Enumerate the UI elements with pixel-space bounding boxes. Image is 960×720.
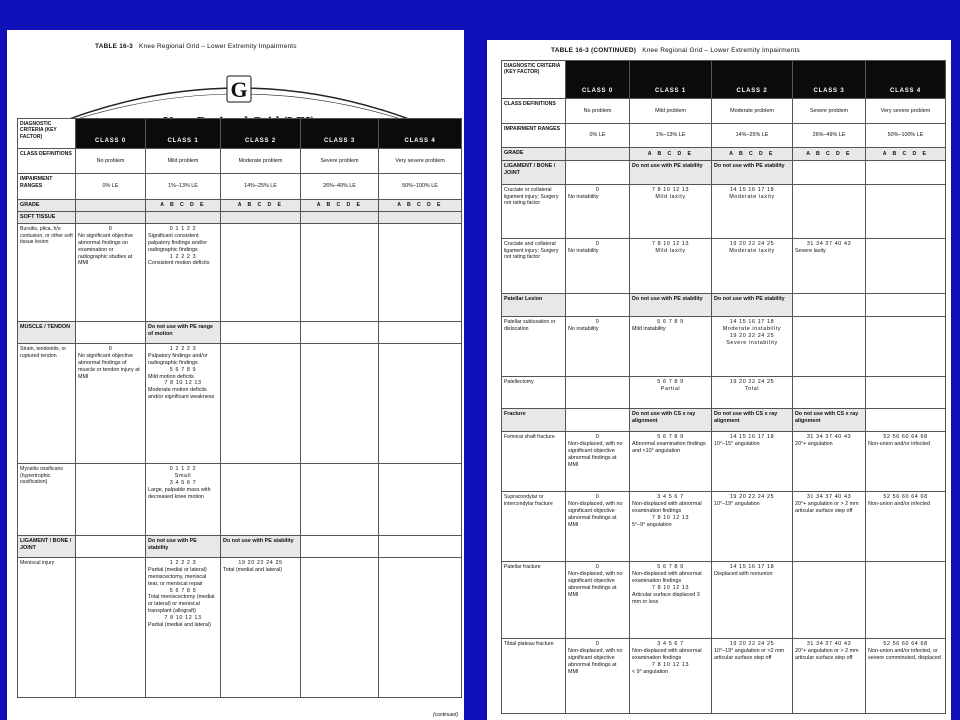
cell-text: Non-displaced, with no significant objective abnormal findings at MMI bbox=[568, 570, 623, 598]
grade-values: 7 8 10 12 13 bbox=[651, 661, 690, 668]
grade-values: 7 8 10 12 13 bbox=[651, 187, 690, 193]
row-label: Supracondylar or intercondylar fracture bbox=[502, 492, 566, 562]
row-label: GRADE bbox=[18, 200, 76, 212]
grade-values: 19 20 22 24 25 bbox=[729, 332, 775, 339]
knee-grid-continued-table bbox=[501, 60, 946, 714]
row-label: Tibial plateau fracture bbox=[502, 639, 566, 714]
table-cell bbox=[566, 148, 630, 161]
patellectomy-row bbox=[502, 377, 946, 409]
table-cell: No problem bbox=[566, 99, 630, 124]
grade-values: 19 20 22 24 25 bbox=[729, 494, 775, 500]
section-note: Do not use with PE stability bbox=[712, 161, 793, 185]
cell-text: 20°+ angulation or > 2 mm articular surface step off bbox=[795, 647, 859, 661]
muscle-tendon-section-row bbox=[18, 321, 462, 343]
grade-values: 0 bbox=[108, 345, 113, 352]
grade-values: 31 34 37 40 43 bbox=[806, 494, 852, 500]
row-label: Patellar subluxation or dislocation bbox=[502, 317, 566, 377]
grade-values: 0 1 1 2 2 bbox=[169, 465, 197, 472]
table-cell bbox=[76, 200, 146, 212]
grade-values: 0 bbox=[595, 564, 600, 570]
grade-values: 52 56 60 64 68 bbox=[883, 434, 928, 440]
cell-text: Moderate instability bbox=[722, 325, 782, 332]
class-4-header: CLASS 4 bbox=[379, 119, 462, 149]
cruciate-collateral-row bbox=[502, 185, 946, 239]
table-cell bbox=[793, 492, 866, 562]
cell-text: Mild laxity bbox=[655, 193, 686, 200]
table-number: TABLE 16-3 (CONTINUED) bbox=[551, 47, 637, 54]
class-0-header: CLASS 0 bbox=[76, 119, 146, 149]
table-cell bbox=[793, 639, 866, 714]
cell-text: 10°–19° angulation or <2 mm articular surface step off bbox=[714, 647, 785, 661]
cell-text: Mild motion deficits bbox=[148, 373, 194, 380]
section-note: Do not use with PE stability bbox=[712, 294, 793, 317]
impairment-ranges-row bbox=[502, 124, 946, 148]
row-label: Femoral shaft fracture bbox=[502, 432, 566, 492]
section-note: Do not use with CS x ray alignment bbox=[793, 409, 866, 432]
cell-text: Small bbox=[174, 472, 192, 479]
cell-text: Mild instability bbox=[632, 325, 666, 332]
grade-values: 14 15 16 17 18 bbox=[729, 564, 775, 570]
cruciate-and-collateral-row bbox=[502, 239, 946, 294]
grade-values: 1 2 2 2 3 bbox=[169, 559, 197, 566]
grade-values: 14 15 16 17 18 bbox=[729, 187, 775, 193]
row-label: GRADE bbox=[502, 148, 566, 161]
cell-text: 10°–19° angulation bbox=[714, 500, 760, 507]
table-cell bbox=[566, 432, 630, 492]
table-cell bbox=[630, 185, 712, 239]
row-label: Cruciate and collateral ligament injury; Surgery not rating factor bbox=[502, 239, 566, 294]
header-row bbox=[502, 61, 946, 99]
cell-text: Non-displaced with abnormal examination findings bbox=[632, 647, 702, 661]
cell-text: Partial (medial or lateral) meniscectomy, meniscal tear, or meniscal repair bbox=[148, 566, 207, 587]
table-cell: 1%–13% LE bbox=[630, 124, 712, 148]
cell-text: Large, palpable mass with decreased knee motion bbox=[148, 486, 211, 500]
table-cell: Moderate problem bbox=[221, 149, 301, 174]
section-label: LIGAMENT / BONE / JOINT bbox=[18, 535, 76, 557]
patellar-lesion-section-row bbox=[502, 294, 946, 317]
grade-values: 19 20 22 24 25 bbox=[238, 559, 283, 566]
class-2-header: CLASS 2 bbox=[712, 61, 793, 99]
section-label: LIGAMENT / BONE / JOINT bbox=[502, 161, 566, 185]
class-4-header: CLASS 4 bbox=[866, 61, 946, 99]
class-3-header: CLASS 3 bbox=[793, 61, 866, 99]
table-cell bbox=[146, 343, 221, 463]
table-cell bbox=[712, 562, 793, 639]
grade-values: 5 6 7 8 9 bbox=[657, 379, 684, 385]
cell-text: No instability bbox=[568, 247, 599, 254]
table-cell bbox=[146, 463, 221, 535]
grade-values: 1 2 2 2 3 bbox=[169, 345, 197, 352]
table-cell bbox=[630, 639, 712, 714]
grade-values: 0 bbox=[595, 319, 600, 325]
class-3-header: CLASS 3 bbox=[301, 119, 379, 149]
patellar-fracture-row bbox=[502, 562, 946, 639]
table-caption bbox=[95, 43, 297, 50]
table-cell bbox=[76, 343, 146, 463]
class-1-header: CLASS 1 bbox=[146, 119, 221, 149]
section-note: Do not use with PE stability bbox=[630, 294, 712, 317]
table-cell bbox=[712, 317, 793, 377]
table-cell: A B C D E bbox=[379, 200, 462, 212]
section-note: Do not use with CS x ray alignment bbox=[712, 409, 793, 432]
cell-text: < 9° angulation bbox=[632, 668, 669, 675]
table-cell: Very severe problem bbox=[379, 149, 462, 174]
cell-text: Significant consistent palpatory findings and/or radiographic findings bbox=[148, 232, 208, 253]
table-cell: 0% LE bbox=[76, 174, 146, 200]
grade-values: 0 bbox=[595, 241, 600, 247]
table-cell bbox=[793, 432, 866, 492]
row-label: Meniscal injury bbox=[18, 557, 76, 697]
table-cell bbox=[566, 562, 630, 639]
cell-text: 10°–15° angulation bbox=[714, 440, 760, 447]
cell-text: Palpatory findings and/or radiographic findings bbox=[148, 352, 208, 366]
table-cell bbox=[146, 557, 221, 697]
cell-text: Non-union and/or infected bbox=[868, 440, 931, 447]
cell-text: Consistent motion deficits bbox=[148, 260, 210, 267]
row-label: IMPAIRMENT RANGES bbox=[502, 124, 566, 148]
section-label: Fracture bbox=[502, 409, 566, 432]
table-cell bbox=[712, 432, 793, 492]
table-cell: Moderate problem bbox=[712, 99, 793, 124]
section-note: Do not use with PE stability bbox=[221, 535, 301, 557]
knee-grid-table bbox=[17, 118, 462, 698]
table-cell bbox=[566, 492, 630, 562]
myositis-row bbox=[18, 463, 462, 535]
section-label: SOFT TISSUE bbox=[18, 212, 76, 224]
supracondylar-row bbox=[502, 492, 946, 562]
table-caption bbox=[551, 47, 800, 54]
cell-text: Severe instability bbox=[726, 339, 778, 346]
table-cell: A B C D E bbox=[712, 148, 793, 161]
table-cell bbox=[630, 492, 712, 562]
table-cell bbox=[566, 317, 630, 377]
cell-text: Non-displaced, with no significant objective abnormal findings at MMI bbox=[568, 500, 623, 528]
table-cell: A B C D E bbox=[793, 148, 866, 161]
grade-values: 3 4 5 6 7 bbox=[169, 479, 197, 486]
grade-values: 0 1 1 2 2 bbox=[169, 225, 197, 232]
cell-text: Abnormal examination findings and <10° angulation bbox=[632, 440, 706, 454]
section-label: Patellar Lesion bbox=[502, 294, 566, 317]
bursitis-row bbox=[18, 223, 462, 321]
cell-text: Total bbox=[744, 385, 760, 392]
row-label: Myositis ossificans (hypertrophic ossification) bbox=[18, 463, 76, 535]
cell-text: Total meniscectomy (medial or lateral) or meniscal transplant (allograft) bbox=[148, 594, 215, 615]
table-cell: 26%–49% LE bbox=[793, 124, 866, 148]
table-cell: Severe problem bbox=[793, 99, 866, 124]
tibial-plateau-row bbox=[502, 639, 946, 714]
section-note: Do not use with PE range of motion bbox=[146, 321, 221, 343]
section-note: Do not use with PE stability bbox=[146, 535, 221, 557]
cell-text: Non-displaced with abnormal examination findings bbox=[632, 570, 702, 584]
grade-row bbox=[18, 200, 462, 212]
table-cell bbox=[630, 317, 712, 377]
grade-values: 52 56 60 64 68 bbox=[883, 641, 928, 647]
cell-text: Severe laxity bbox=[795, 247, 826, 254]
row-label: Cruciate or collateral ligament injury; Surgery not rating factor bbox=[502, 185, 566, 239]
patellar-subluxation-row bbox=[502, 317, 946, 377]
cell-text: 20°+ angulation or > 2 mm articular surface step off bbox=[795, 500, 859, 514]
row-label: CLASS DEFINITIONS bbox=[502, 99, 566, 124]
table-cell bbox=[566, 239, 630, 294]
row-label: Strain, tendonitis, or ruptured tendon bbox=[18, 343, 76, 463]
grade-values: 7 8 10 12 13 bbox=[651, 584, 690, 591]
grade-row bbox=[502, 148, 946, 161]
grade-values: 52 56 60 64 68 bbox=[883, 494, 928, 500]
table-cell bbox=[566, 639, 630, 714]
grade-values: 0 bbox=[595, 187, 600, 193]
table-cell: 1%–13% LE bbox=[146, 174, 221, 200]
grade-values: 14 15 16 17 18 bbox=[729, 434, 775, 440]
table-cell: A B C D E bbox=[866, 148, 946, 161]
table-cell: No problem bbox=[76, 149, 146, 174]
table-cell bbox=[221, 557, 301, 697]
grade-values: 7 8 10 12 13 bbox=[651, 241, 690, 247]
table-cell bbox=[712, 185, 793, 239]
femoral-shaft-row bbox=[502, 432, 946, 492]
row-label: CLASS DEFINITIONS bbox=[18, 149, 76, 174]
table-cell: Mild problem bbox=[630, 99, 712, 124]
grade-values: 31 34 37 40 43 bbox=[806, 434, 852, 440]
table-number: TABLE 16-3 bbox=[95, 43, 133, 50]
grade-values: 0 bbox=[595, 494, 600, 500]
cell-text: No significant objective abnormal findings on examination or radiographic studies at MMI bbox=[78, 232, 134, 267]
soft-tissue-section-row bbox=[18, 212, 462, 224]
left-page bbox=[7, 30, 464, 720]
table-cell: A B C D E bbox=[221, 200, 301, 212]
cell-text: Non-displaced, with no significant objective abnormal findings at MMI bbox=[568, 647, 623, 675]
grade-values: 5 6 7 8 9 bbox=[169, 366, 197, 373]
cell-text: Total (medial and lateral) bbox=[223, 566, 283, 573]
continued-note: (continued) bbox=[432, 712, 458, 718]
cell-text: No instability bbox=[568, 325, 599, 332]
table-cell: Very severe problem bbox=[866, 99, 946, 124]
section-note: Do not use with CS x ray alignment bbox=[630, 409, 712, 432]
row-label: IMPAIRMENT RANGES bbox=[18, 174, 76, 200]
right-page bbox=[487, 40, 951, 720]
cell-text: Non-displaced with abnormal examination findings bbox=[632, 500, 702, 514]
section-label: MUSCLE / TENDON bbox=[18, 321, 76, 343]
grade-values: 7 8 10 12 13 bbox=[651, 514, 690, 521]
row-label: Patellectomy bbox=[502, 377, 566, 409]
table-cell: 14%–25% LE bbox=[221, 174, 301, 200]
cell-text: Moderate laxity bbox=[729, 193, 775, 200]
cell-text: Partial bbox=[660, 385, 681, 392]
grade-values: 31 34 37 40 43 bbox=[806, 241, 852, 247]
class-2-header: CLASS 2 bbox=[221, 119, 301, 149]
meniscal-row bbox=[18, 557, 462, 697]
grade-values: 0 bbox=[108, 225, 113, 232]
table-cell bbox=[712, 239, 793, 294]
class-0-header: CLASS 0 bbox=[566, 61, 630, 99]
table-cell bbox=[866, 432, 946, 492]
grade-values: 5 6 7 8 9 bbox=[657, 564, 684, 570]
table-cell bbox=[566, 185, 630, 239]
table-cell bbox=[630, 239, 712, 294]
table-cell bbox=[712, 377, 793, 409]
cell-text: Moderate laxity bbox=[729, 247, 775, 254]
impairment-ranges-row bbox=[18, 174, 462, 200]
cell-text: Displaced with nonunion bbox=[714, 570, 773, 577]
table-cell bbox=[630, 562, 712, 639]
grade-values: 3 4 5 6 7 bbox=[657, 641, 684, 647]
table-cell bbox=[76, 223, 146, 321]
table-cell: A B C D E bbox=[630, 148, 712, 161]
ligament-section-row bbox=[18, 535, 462, 557]
cell-text: Partial (medial and lateral) bbox=[148, 622, 211, 629]
cell-text: Moderate motion deficits and/or significant weakness bbox=[148, 387, 215, 401]
class-definitions-row bbox=[502, 99, 946, 124]
table-cell: Mild problem bbox=[146, 149, 221, 174]
table-cell bbox=[712, 492, 793, 562]
table-cell bbox=[630, 377, 712, 409]
cell-text: Mild laxity bbox=[655, 247, 686, 254]
cell-text: Articular surface displaced 3 mm or less bbox=[632, 591, 700, 605]
cell-text: Non-displaced, with no significant objective abnormal findings at MMI bbox=[568, 440, 623, 468]
cell-text: No instability bbox=[568, 193, 599, 200]
table-cell: Severe problem bbox=[301, 149, 379, 174]
table-cell bbox=[630, 432, 712, 492]
cell-text: No significant objective abnormal findings of muscle or tendon injury at MMI bbox=[78, 352, 140, 380]
section-note: Do not use with PE stability bbox=[630, 161, 712, 185]
table-cell: 26%–49% LE bbox=[301, 174, 379, 200]
table-cell: 14%–25% LE bbox=[712, 124, 793, 148]
table-cell: A B C D E bbox=[146, 200, 221, 212]
cell-text: Non-union and/or infected bbox=[868, 500, 931, 507]
strain-row bbox=[18, 343, 462, 463]
cell-text: 5°–9° angulation bbox=[632, 521, 672, 528]
grade-values: 3 4 5 6 7 bbox=[657, 494, 684, 500]
table-title: Knee Regional Grid – Lower Extremity Impairments bbox=[642, 47, 800, 54]
grade-values: 19 20 22 24 25 bbox=[729, 641, 775, 647]
table-cell bbox=[712, 639, 793, 714]
table-cell bbox=[866, 639, 946, 714]
table-cell: 50%–100% LE bbox=[379, 174, 462, 200]
grade-values: 7 8 10 12 13 bbox=[164, 380, 202, 387]
row-label: Bursitis, plica, h/o contusion, or other soft tissue lesion bbox=[18, 223, 76, 321]
table-cell bbox=[866, 492, 946, 562]
table-cell bbox=[146, 223, 221, 321]
diagnostic-criteria-header: DIAGNOSTIC CRITERIA (KEY FACTOR) bbox=[502, 61, 566, 99]
cell-text: Non-union and/or infected, or severe comminuted, displaced bbox=[868, 647, 941, 661]
grade-values: 5 6 7 8 9 bbox=[169, 587, 197, 594]
grid-logo-letter: G bbox=[230, 77, 248, 102]
grade-values: 7 8 10 12 13 bbox=[164, 615, 202, 622]
table-cell: A B C D E bbox=[301, 200, 379, 212]
grade-values: 0 bbox=[595, 641, 600, 647]
grade-values: 0 bbox=[595, 434, 600, 440]
grade-values: 19 20 22 24 25 bbox=[729, 379, 775, 385]
fracture-section-row bbox=[502, 409, 946, 432]
table-cell bbox=[793, 239, 866, 294]
grade-values: 5 6 7 8 9 bbox=[657, 319, 684, 325]
row-label: Patellar fracture bbox=[502, 562, 566, 639]
class-1-header: CLASS 1 bbox=[630, 61, 712, 99]
header-row bbox=[18, 119, 462, 149]
grade-values: 31 34 37 40 43 bbox=[806, 641, 852, 647]
ligament-section-row bbox=[502, 161, 946, 185]
grade-values: 5 6 7 8 9 bbox=[657, 434, 684, 440]
cell-text: 20°+ angulation bbox=[795, 440, 833, 447]
grade-values: 14 15 16 17 18 bbox=[729, 319, 775, 325]
class-definitions-row bbox=[18, 149, 462, 174]
grade-values: 19 20 22 24 25 bbox=[729, 241, 775, 247]
grade-values: 1 2 2 2 3 bbox=[169, 253, 197, 260]
table-cell: 50%–100% LE bbox=[866, 124, 946, 148]
table-cell: 0% LE bbox=[566, 124, 630, 148]
diagnostic-criteria-header: DIAGNOSTIC CRITERIA (KEY FACTOR) bbox=[18, 119, 76, 149]
table-title: Knee Regional Grid – Lower Extremity Impairments bbox=[139, 43, 297, 50]
